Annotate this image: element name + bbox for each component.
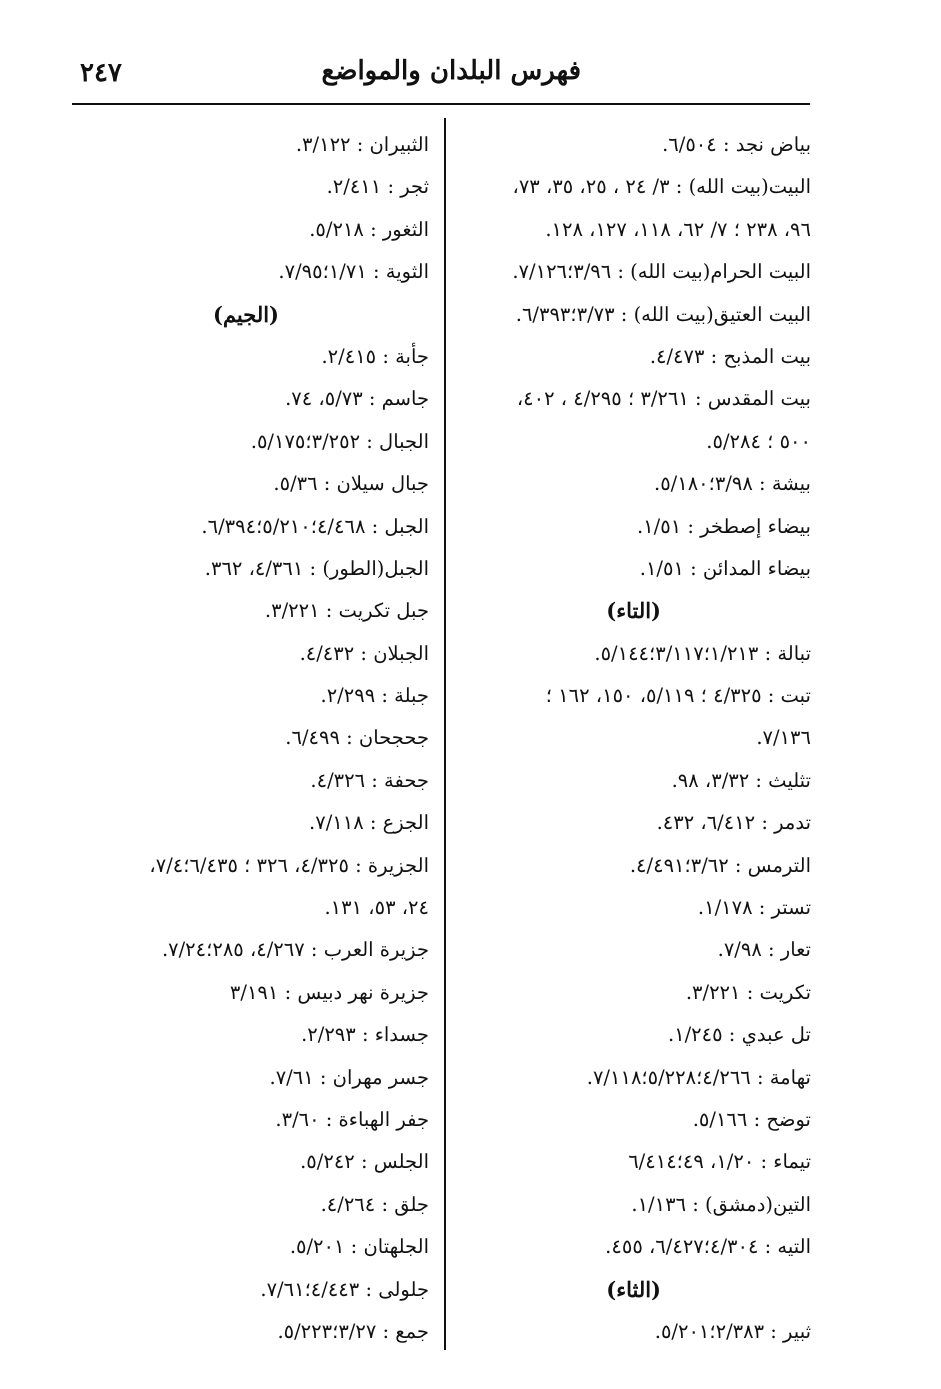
index-entry: جسر مهران : ٧/٦١. (269, 1065, 429, 1089)
page-title: فهرس البلدان والمواضع (321, 56, 581, 86)
index-entry: جزيرة العرب : ٤/٢٦٧، ٢٨٥؛٧/٢٤. (161, 938, 429, 962)
index-entry: جأبة : ٢/٤١٥. (321, 344, 429, 368)
index-entry: الثغور : ٥/٢١٨. (309, 217, 429, 241)
index-entry: بيشة : ٣/٩٨؛٥/١٨٠. (653, 472, 811, 496)
index-entry: تبالة : ١/٢١٣؛٣/١١٧؛٥/١٤٤. (594, 641, 811, 665)
index-entry: الترمس : ٣/٦٢؛٤/٤٩١. (629, 853, 811, 877)
index-entry: تعار : ٧/٩٨. (717, 938, 811, 962)
index-entry: التيه : ٤/٣٠٤؛٦/٤٢٧، ٤٥٥. (605, 1235, 811, 1259)
index-entry: بياض نجد : ٦/٥٠٤. (662, 133, 811, 156)
index-entry: تبت : ٤/٣٢٥ ؛ ٥/١١٩، ١٥٠، ١٦٢ ؛ (545, 684, 811, 708)
index-entry: تستر : ١/١٧٨. (697, 896, 811, 920)
index-entry: ثبير : ٢/٣٨٣؛٥/٢٠١. (654, 1319, 811, 1343)
index-entry: جاسم : ٥/٧٣، ٧٤. (285, 387, 429, 411)
index-entry: تل عبدي : ١/٢٤٥. (667, 1023, 811, 1047)
index-entry: البيت الحرام(بيت الله) : ٣/٩٦؛٧/١٢٦. (512, 260, 811, 284)
index-entry: جبل تكريت : ٣/٢٢١. (264, 599, 429, 623)
index-entry: جبال سيلان : ٥/٣٦. (273, 472, 429, 496)
index-entry: جلق : ٤/٢٦٤. (320, 1192, 429, 1216)
index-entry: جفر الهباءة : ٣/٦٠. (275, 1107, 429, 1131)
index-entry: جحفة : ٤/٣٢٦. (310, 768, 429, 792)
right-column (451, 124, 811, 1353)
index-entry: تهامة : ٤/٢٦٦؛٥/٢٢٨؛٧/١١٨. (586, 1065, 811, 1089)
index-entry: تكريت : ٣/٢٢١. (685, 980, 811, 1004)
index-entry: الثوية : ١/٧١؛٧/٩٥. (278, 260, 429, 284)
index-entry: التين(دمشق) : ١/١٣٦. (631, 1192, 811, 1216)
index-entry: ٩٦، ٢٣٨ ؛ ٧/ ٦٢، ١١٨، ١٢٧، ١٢٨. (545, 217, 811, 241)
header-rule (72, 103, 810, 105)
index-entry: ٥٠٠ ؛ ٥/٢٨٤. (706, 429, 811, 453)
page-header (60, 48, 821, 98)
index-entry: الجزع : ٧/١١٨. (309, 811, 429, 835)
column-divider (444, 118, 446, 1350)
index-entry: توضح : ٥/١٦٦. (692, 1107, 811, 1131)
index-entry: ٢٤، ٥٣، ١٣١. (324, 896, 429, 920)
section-heading: (الجيم) (213, 301, 279, 327)
index-entry: الجبل : ٤/٤٦٨؛٥/٢١٠؛٦/٣٩٤. (201, 514, 429, 538)
index-entry: الجبل(الطور) : ٤/٣٦١، ٣٦٢. (204, 556, 429, 580)
index-entry: بيت المذبح : ٤/٤٧٣. (649, 344, 811, 368)
index-entry: تيماء : ١/٢٠، ٤٩؛٦/٤١٤ (628, 1150, 811, 1174)
index-entry: جزيرة نهر دبيس : ٣/١٩١ (229, 980, 429, 1004)
index-entry: الجبلان : ٤/٤٣٢. (299, 641, 429, 665)
index-entry: بيت المقدس : ٣/٢٦١ ؛ ٤/٢٩٥ ، ٤٠٢، (516, 387, 811, 411)
index-entry: الثبيران : ٣/١٢٢. (295, 133, 429, 156)
index-entry: ٧/١٣٦. (756, 726, 811, 750)
index-entry: تثليث : ٣/٣٢، ٩٨. (671, 768, 811, 792)
index-entry: البيت(بيت الله) : ٣/ ٢٤ ، ٢٥، ٣٥، ٧٣، (512, 175, 811, 199)
index-entry: جبلة : ٢/٢٩٩. (320, 684, 429, 708)
index-entry: تدمر : ٦/٤١٢، ٤٣٢. (656, 811, 811, 835)
index-entry: بيضاء المدائن : ١/٥١. (639, 556, 811, 580)
page-number: ٢٤٧ (80, 58, 122, 88)
section-heading: (الثاء) (606, 1276, 661, 1302)
index-entry: جسداء : ٢/٢٩٣. (301, 1023, 429, 1047)
index-entry: جلولى : ٤/٤٤٣؛٧/٦١. (260, 1277, 429, 1301)
left-column (0, 124, 429, 1353)
section-heading: (التاء) (606, 598, 661, 624)
index-entry: الجلهتان : ٥/٢٠١. (289, 1235, 429, 1259)
index-entry: جمع : ٣/٢٧؛٥/٢٢٣. (277, 1319, 429, 1343)
index-entry: جحجحان : ٦/٤٩٩. (285, 726, 429, 750)
index-entry: البيت العتيق(بيت الله) : ٣/٧٣؛٦/٣٩٣. (515, 302, 811, 326)
index-entry: الجزيرة : ٤/٣٢٥، ٣٢٦ ؛ ٦/٤٣٥؛٧/٤، (149, 853, 429, 877)
index-entry: بيضاء إصطخر : ١/٥١. (636, 514, 811, 538)
index-entry: الجبال : ٣/٢٥٢؛٥/١٧٥. (250, 429, 429, 453)
index-entry: ثجر : ٢/٤١١. (326, 175, 429, 199)
index-entry: الجلس : ٥/٢٤٢. (300, 1150, 429, 1174)
